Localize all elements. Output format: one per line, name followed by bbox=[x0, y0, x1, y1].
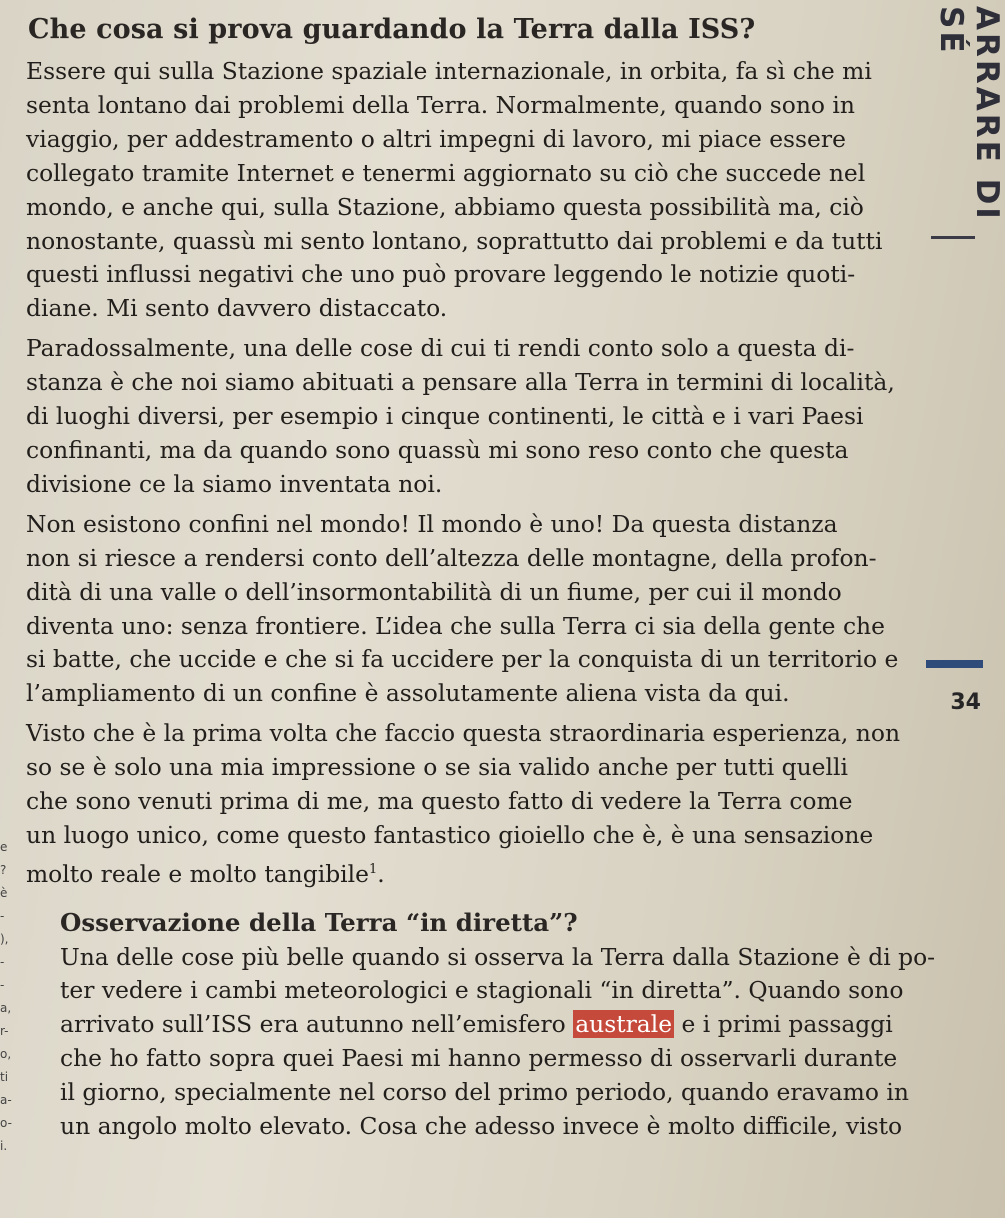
page-number: 34 bbox=[950, 690, 981, 715]
margin-fragment: o- bbox=[0, 1116, 12, 1130]
footnote-marker[interactable]: 1 bbox=[368, 861, 378, 877]
text-line: Una delle cose più belle quando si osserva la Terra dalla Stazione è di po- bbox=[60, 942, 936, 971]
text-line: diane. Mi sento davvero distaccato. bbox=[26, 294, 448, 323]
paragraph-1 bbox=[26, 55, 922, 326]
chapter-side-tab bbox=[923, 0, 1005, 248]
margin-fragment: a, bbox=[0, 1001, 12, 1015]
text-line: Visto che è la prima volta che faccio questa straordinaria esperienza, non bbox=[26, 719, 901, 748]
left-margin-fragments bbox=[0, 840, 18, 1162]
margin-fragment: ), bbox=[0, 932, 9, 946]
paragraph-2 bbox=[26, 332, 922, 502]
margin-fragment: e bbox=[0, 840, 8, 854]
text-line: che ho fatto sopra quei Paesi mi hanno permesso di osservarli durante bbox=[60, 1044, 898, 1073]
text-line: Non esistono confini nel mondo! Il mondo è uno! Da questa distanza bbox=[26, 509, 838, 538]
text-line: divisione ce la siamo inventata noi. bbox=[26, 469, 443, 498]
paragraph-4 bbox=[26, 717, 922, 891]
margin-fragment: è bbox=[0, 886, 8, 900]
margin-fragment: a- bbox=[0, 1093, 12, 1107]
text-line: che sono venuti prima di me, ma questo fatto di vedere la Terra come bbox=[26, 787, 853, 816]
text-line: viaggio, per addestramento o altri impegni di lavoro, mi piace essere bbox=[26, 124, 846, 153]
text-line: un angolo molto elevato. Cosa che adesso invece è molto difficile, visto bbox=[60, 1112, 903, 1141]
highlight-line-before: arrivato sull’ISS era autunno nell’emisfero bbox=[60, 1010, 574, 1039]
text-line: nonostante, quassù mi sento lontano, soprattutto dai problemi e da tutti bbox=[26, 226, 883, 255]
text-line: dità di una valle o dell’insormontabilità di un fiume, per cui il mondo bbox=[26, 577, 842, 606]
margin-fragment: r- bbox=[0, 1024, 9, 1038]
last-line-end: . bbox=[377, 859, 385, 888]
text-line: confinanti, ma da quando sono quassù mi sono reso conto che questa bbox=[26, 435, 849, 464]
text-line: Essere qui sulla Stazione spaziale internazionale, in orbita, fa sì che mi bbox=[26, 57, 872, 85]
text-line: diventa uno: senza frontiere. L’idea che sulla Terra ci sia della gente che bbox=[26, 611, 885, 640]
margin-fragment: ti bbox=[0, 1070, 9, 1084]
text-line: ter vedere i cambi meteorologici e stagionali “in diretta”. Quando sono bbox=[60, 976, 904, 1005]
text-line: questi influssi negativi che uno può provare leggendo le notizie quoti- bbox=[26, 260, 856, 289]
text-line: il giorno, specialmente nel corso del primo periodo, quando eravamo in bbox=[60, 1078, 909, 1107]
section-subtitle: Osservazione della Terra “in diretta”? bbox=[60, 907, 578, 937]
margin-fragment: ? bbox=[0, 863, 7, 877]
page-body bbox=[20, 14, 936, 1150]
text-line bbox=[60, 1008, 922, 1042]
margin-fragment: o, bbox=[0, 1047, 12, 1061]
text-line: l’ampliamento di un confine è assolutamente aliena vista da qui. bbox=[26, 679, 790, 708]
margin-fragment: - bbox=[0, 978, 5, 992]
text-line: Paradossalmente, una delle cose di cui ti rendi conto solo a questa di- bbox=[26, 334, 855, 363]
margin-fragment: - bbox=[0, 909, 5, 923]
page-title: Che cosa si prova guardando la Terra dalla ISS? bbox=[28, 14, 756, 45]
text-line: mondo, e anche qui, sulla Stazione, abbiamo questa possibilità ma, ciò bbox=[26, 192, 864, 221]
text-line: di luoghi diversi, per esempio i cinque continenti, le città e i vari Paesi bbox=[26, 402, 864, 431]
highlight-line-after: e i primi passaggi bbox=[674, 1010, 893, 1039]
text-line: so se è solo una mia impressione o se sia valido anche per tutti quelli bbox=[26, 753, 848, 782]
text-line: un luogo unico, come questo fantastico gioiello che è, è una sensazione bbox=[26, 820, 874, 849]
chapter-tab-label: ARRARE DI SÉ bbox=[933, 6, 1005, 222]
text-line: senta lontano dai problemi della Terra. Normalmente, quando sono in bbox=[26, 90, 855, 119]
text-line bbox=[26, 853, 922, 892]
page-number-bar bbox=[926, 660, 983, 668]
last-line-text: molto reale e molto tangibile bbox=[26, 859, 369, 888]
text-line: stanza è che noi siamo abituati a pensare alla Terra in termini di località, bbox=[26, 368, 895, 397]
text-line: collegato tramite Internet e tenermi aggiornato su ciò che succede nel bbox=[26, 158, 866, 187]
margin-fragment: - bbox=[0, 955, 5, 969]
margin-fragment: i. bbox=[0, 1139, 8, 1153]
chapter-tab-rule bbox=[931, 236, 975, 239]
paragraph-3 bbox=[26, 508, 922, 711]
highlighted-word: australe bbox=[575, 1010, 673, 1039]
section-paragraph bbox=[60, 941, 936, 1144]
text-line: si batte, che uccide e che si fa uccidere per la conquista di un territorio e bbox=[26, 645, 899, 674]
text-line: non si riesce a rendersi conto dell’altezza delle montagne, della profon- bbox=[26, 543, 877, 572]
